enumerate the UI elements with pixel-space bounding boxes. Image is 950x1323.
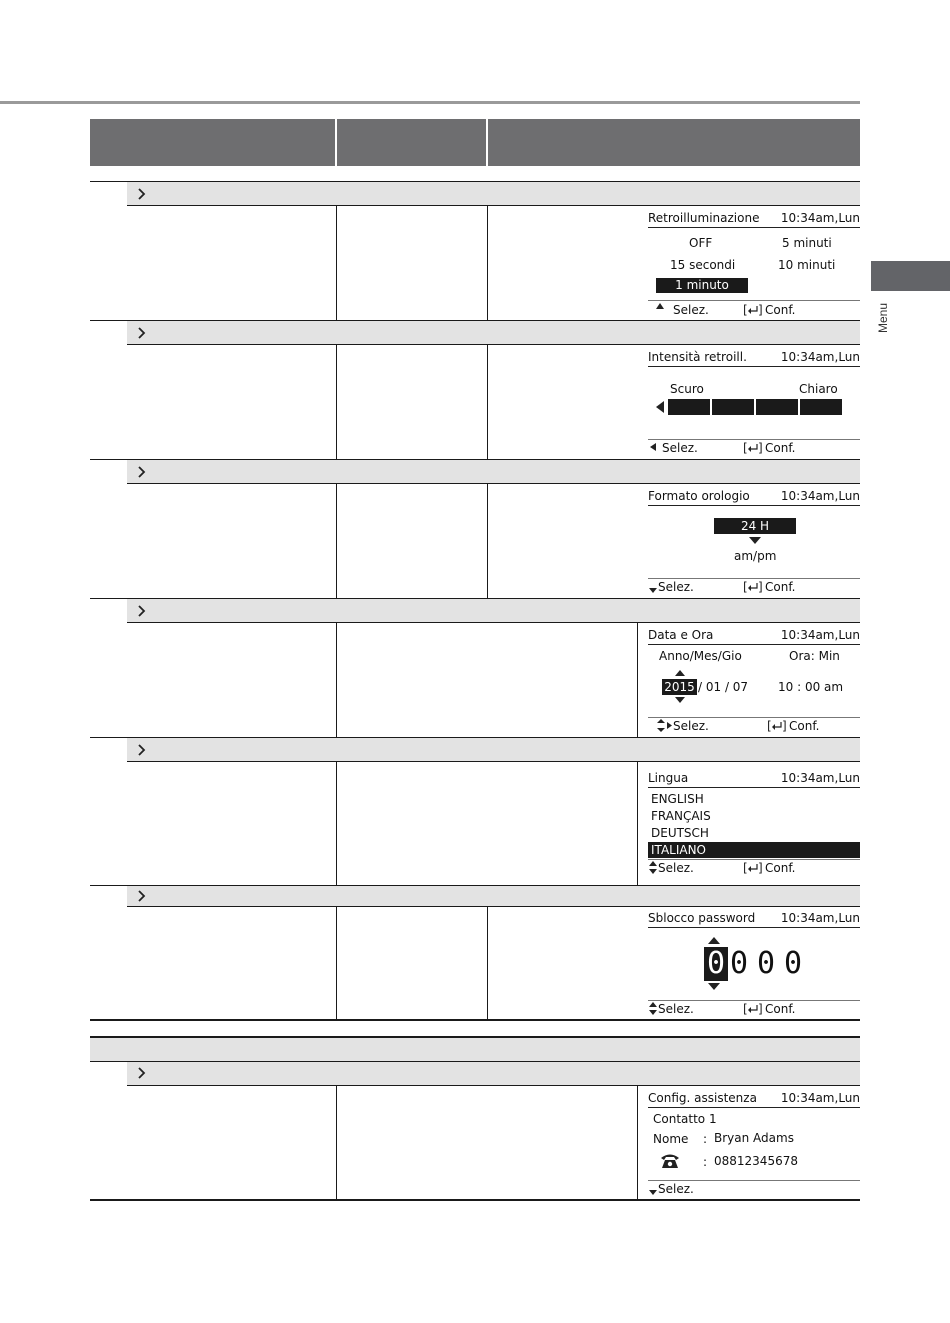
section-row-6: [127, 885, 860, 907]
password-digit-1-selected: 0: [704, 947, 728, 981]
lcd-clock: 10:34am,Lun: [780, 1091, 860, 1105]
lcd-clock: 10:34am,Lun: [780, 489, 860, 503]
intensity-level-bar: [668, 399, 842, 415]
footer-confirm: Conf.: [765, 580, 796, 594]
format-24h-selected: 24 H: [714, 518, 796, 534]
option-off: OFF: [689, 236, 713, 250]
footer-select: Selez.: [673, 303, 709, 317]
phone-separator: :: [703, 1155, 708, 1169]
label-dark: Scuro: [670, 382, 704, 396]
row-divider: [90, 598, 127, 599]
svg-text:[: [: [743, 580, 748, 594]
enter-key-icon: [743, 303, 763, 317]
chevron-right-icon: [137, 889, 147, 903]
enter-key-icon: [743, 441, 763, 455]
contact-label: Contatto 1: [653, 1112, 717, 1126]
down-arrow-icon: [649, 1190, 657, 1195]
down-arrow-icon: [675, 697, 685, 703]
label-light: Chiaro: [799, 382, 838, 396]
down-arrow-icon: [749, 537, 761, 544]
side-tab-label: Menu: [876, 302, 890, 333]
column-divider: [336, 762, 337, 885]
svg-text:]: ]: [782, 719, 787, 733]
left-arrow-icon: [656, 401, 664, 413]
enter-key-icon: [767, 719, 787, 733]
lcd-clock-format-screen: [648, 488, 860, 598]
password-digit-4: 0: [784, 946, 803, 981]
footer-confirm: Conf.: [765, 303, 796, 317]
lcd-title: Sblocco password: [648, 911, 756, 925]
up-down-arrow-icon: [649, 861, 657, 874]
intensity-segment: [800, 399, 842, 415]
footer-select: Selez.: [658, 1182, 694, 1196]
column-divider: [336, 345, 337, 459]
language-francais: FRANÇAIS: [651, 809, 711, 823]
language-italiano-selected: [648, 842, 860, 858]
column-divider: [637, 1086, 638, 1200]
row-divider: [90, 885, 127, 886]
date-label: Anno/Mes/Gio: [659, 649, 742, 663]
language-deutsch: DEUTSCH: [651, 826, 709, 840]
svg-text:]: ]: [758, 303, 763, 317]
table-header-cell-1: [90, 119, 335, 166]
footer-select: Selez.: [658, 861, 694, 875]
year-field-selected: 2015: [662, 679, 697, 695]
intensity-segment: [712, 399, 754, 415]
language-italiano-label: ITALIANO: [651, 843, 707, 857]
name-separator: :: [703, 1132, 708, 1146]
chevron-right-icon: [137, 604, 147, 618]
time-value: 10 : 00 am: [778, 680, 844, 694]
svg-text:]: ]: [758, 861, 763, 875]
up-arrow-icon: [656, 303, 664, 309]
column-divider: [487, 345, 488, 459]
column-divider: [637, 762, 638, 885]
lcd-title: Config. assistenza: [648, 1091, 757, 1105]
lcd-intensity-screen: [648, 349, 860, 459]
name-value: Bryan Adams: [714, 1131, 794, 1145]
phone-icon: [660, 1152, 680, 1169]
column-divider: [487, 907, 488, 1020]
footer-select: Selez.: [658, 580, 694, 594]
date-rest: / 01 / 07: [698, 680, 749, 694]
svg-text:[: [: [743, 1002, 748, 1016]
section-row-4: [127, 598, 860, 623]
column-divider: [637, 623, 638, 737]
lcd-clock: 10:34am,Lun: [780, 350, 860, 364]
option-5-min: 5 minuti: [782, 236, 832, 250]
format-ampm: am/pm: [734, 549, 777, 563]
column-divider: [336, 206, 337, 321]
lcd-service-screen: [648, 1090, 860, 1198]
name-label: Nome: [653, 1132, 689, 1146]
up-arrow-icon: [675, 670, 685, 676]
language-english: ENGLISH: [651, 792, 704, 806]
row-divider: [90, 737, 127, 738]
enter-key-icon: [743, 1002, 763, 1016]
top-rule: [0, 101, 860, 104]
row-divider: [90, 320, 127, 321]
lcd-backlight-screen: [648, 210, 860, 320]
footer-confirm: Conf.: [765, 1002, 796, 1016]
footer-select: Selez.: [673, 719, 709, 733]
svg-text:[: [: [743, 303, 748, 317]
lcd-clock: 10:34am,Lun: [780, 628, 860, 642]
svg-text:[: [: [743, 441, 748, 455]
lcd-date-time-screen: [648, 627, 860, 737]
column-divider: [336, 484, 337, 598]
column-divider: [487, 206, 488, 321]
chevron-right-icon: [137, 465, 147, 479]
row-divider: [90, 181, 127, 182]
section-row-5: [127, 737, 860, 762]
row-divider: [90, 459, 127, 460]
option-1-min-selected: 1 minuto: [656, 278, 748, 293]
table-header-cell-3: [488, 119, 860, 166]
table-bottom-rule: [90, 1019, 860, 1021]
chevron-right-icon: [137, 743, 147, 757]
phone-value: 08812345678: [714, 1154, 798, 1168]
svg-text:]: ]: [758, 580, 763, 594]
svg-text:[: [: [743, 861, 748, 875]
table-header-cell-2: [337, 119, 486, 166]
intensity-segment: [668, 399, 710, 415]
password-digit-3: 0: [757, 946, 776, 981]
four-way-arrow-icon: [656, 719, 672, 732]
column-divider: [487, 484, 488, 598]
lcd-title: Data e Ora: [648, 628, 714, 642]
footer-confirm: Conf.: [765, 441, 796, 455]
footer-confirm: Conf.: [789, 719, 820, 733]
enter-key-icon: [743, 861, 763, 875]
down-arrow-icon: [708, 983, 720, 990]
intensity-segment: [756, 399, 798, 415]
footer-select: Selez.: [658, 1002, 694, 1016]
column-divider: [336, 1086, 337, 1200]
footer-select: Selez.: [662, 441, 698, 455]
side-tab: [871, 261, 950, 291]
chevron-right-icon: [137, 326, 147, 340]
svg-text:]: ]: [758, 441, 763, 455]
section-row-1: [127, 181, 860, 206]
up-down-arrow-icon: [649, 1002, 657, 1015]
down-arrow-icon: [649, 588, 657, 593]
section-row-7: [127, 1061, 860, 1086]
column-divider: [336, 623, 337, 737]
table-bottom-rule: [90, 1199, 860, 1201]
lcd-title: Lingua: [648, 771, 689, 785]
svg-text:]: ]: [758, 1002, 763, 1016]
time-label: Ora: Min: [789, 649, 840, 663]
section-row-3: [127, 459, 860, 484]
column-divider: [336, 907, 337, 1020]
footer-confirm: Conf.: [765, 861, 796, 875]
enter-key-icon: [743, 580, 763, 594]
chevron-right-icon: [137, 187, 147, 201]
lcd-language-screen: [648, 770, 860, 882]
svg-text:[: [: [767, 719, 772, 733]
left-arrow-icon: [650, 443, 656, 451]
chevron-right-icon: [137, 1066, 147, 1080]
lcd-password-screen: [648, 910, 860, 1018]
section-row-2: [127, 320, 860, 345]
lcd-title: Formato orologio: [648, 489, 750, 503]
option-10-min: 10 minuti: [778, 258, 836, 272]
lcd-clock: 10:34am,Lun: [780, 211, 860, 225]
lcd-clock: 10:34am,Lun: [780, 771, 860, 785]
lcd-title: Intensità retroill.: [648, 350, 747, 364]
up-arrow-icon: [708, 937, 720, 944]
group-header-row: [90, 1036, 860, 1062]
option-15-sec: 15 secondi: [670, 258, 736, 272]
password-digit-2: 0: [730, 946, 749, 981]
lcd-clock: 10:34am,Lun: [780, 911, 860, 925]
lcd-title: Retroilluminazione: [648, 211, 760, 225]
